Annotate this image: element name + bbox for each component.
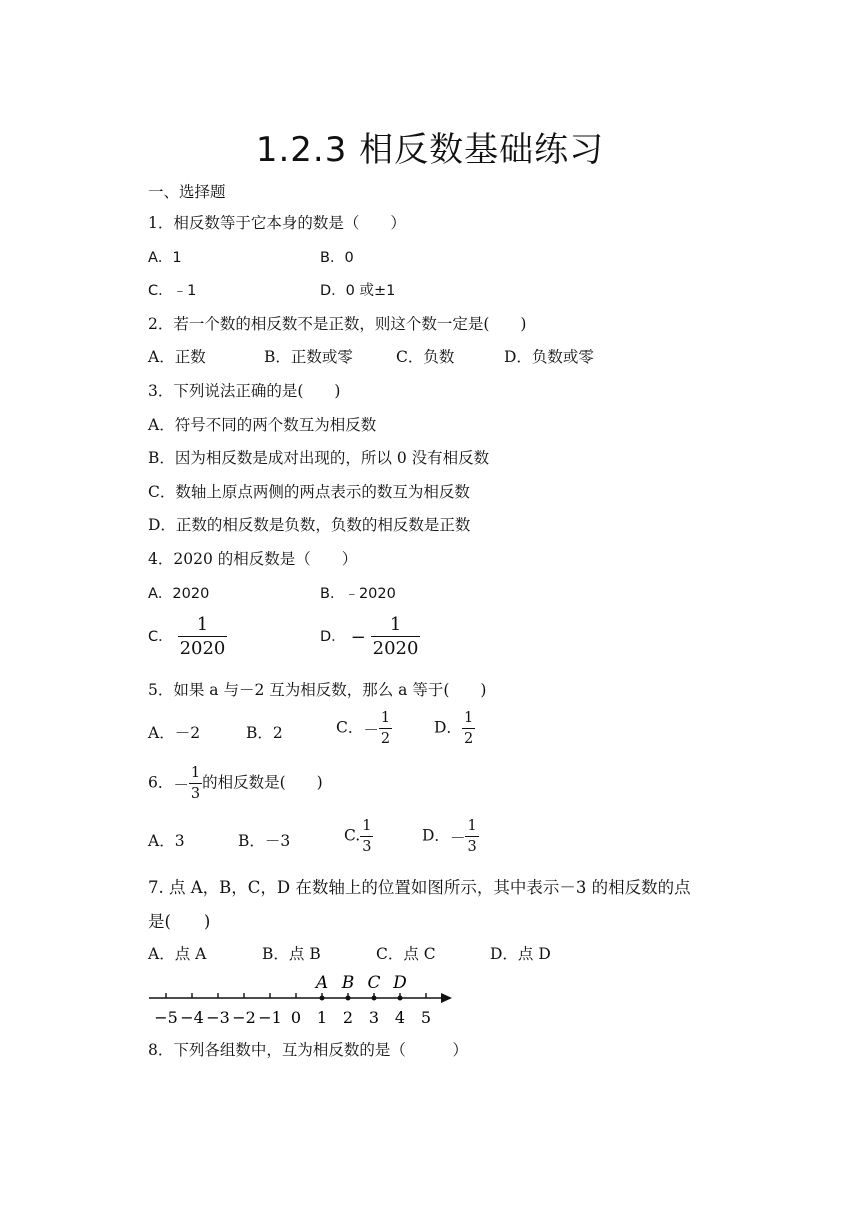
minus-sign: －	[173, 775, 189, 794]
number-line-arrow-icon	[441, 993, 452, 1003]
fraction-denominator: 3	[189, 783, 202, 802]
number-line-tick-label: −4	[180, 1008, 204, 1027]
q6-option-a: A．3	[148, 832, 185, 850]
number-line-point-label: C	[367, 973, 381, 993]
q4-option-d	[320, 616, 420, 658]
number-line-tick-label: 1	[316, 1008, 328, 1027]
q6-option-c-fraction	[360, 819, 373, 854]
q7-stem-line2: 是( )	[148, 912, 211, 931]
q7-option-d: D．点 D	[490, 945, 551, 963]
q2-option-a: A．正数	[148, 348, 206, 366]
fraction-numerator: 1	[389, 614, 402, 635]
q6-fraction	[189, 766, 202, 801]
fraction-denominator: 3	[360, 836, 373, 855]
fraction-denominator: 3	[465, 836, 478, 855]
q2-option-d: D．负数或零	[504, 348, 594, 366]
q3-stem: 3．下列说法正确的是( )	[148, 382, 341, 400]
q3-option-b: B．因为相反数是成对出现的，所以 0 没有相反数	[148, 449, 490, 467]
number-line-tick-label: −3	[206, 1008, 230, 1027]
fraction-numerator: 1	[190, 765, 201, 781]
fraction-numerator: 1	[463, 710, 474, 726]
number-line-point	[320, 996, 325, 1001]
q6-stem	[148, 766, 323, 801]
q6-option-d-fraction	[465, 819, 478, 854]
q1-option-b: B．0	[320, 250, 354, 266]
number-line-tick-label: 5	[420, 1008, 432, 1027]
number-line-point-label: D	[393, 973, 407, 993]
q5-option-c	[336, 711, 392, 746]
number-line-tick-label: −2	[232, 1008, 256, 1027]
number-line-point	[372, 996, 377, 1001]
q6-option-c-label: C.	[344, 826, 361, 845]
number-line-tick-label: −1	[258, 1008, 282, 1027]
q3-option-c: C．数轴上原点两侧的两点表示的数互为相反数	[148, 483, 470, 501]
q4-option-c-label: C．	[148, 629, 173, 645]
number-line-point	[346, 996, 351, 1001]
q3-option-d: D．正数的相反数是负数，负数的相反数是正数	[148, 516, 471, 534]
number-line-figure	[140, 966, 460, 1028]
q5-option-c-fraction	[379, 711, 392, 746]
page-title: 1.2.3 相反数基础练习	[255, 130, 605, 170]
q5-option-c-label: C．	[336, 718, 364, 737]
fraction-denominator: 2	[462, 728, 475, 747]
fraction-denominator: 2020	[372, 638, 419, 659]
q7-stem-line1: 7. 点 A，B，C，D 在数轴上的位置如图所示，其中表示－3 的相反数的点	[148, 878, 691, 897]
minus-sign: －	[363, 720, 379, 739]
q6-option-b: B．－3	[238, 832, 291, 850]
minus-sign: －	[449, 828, 466, 847]
q7-option-c: C．点 C	[376, 945, 436, 963]
q5-option-d-fraction	[462, 711, 475, 746]
number-line-tick-label: 2	[342, 1008, 354, 1027]
q1-option-c: C．﹣1	[148, 283, 197, 299]
q5-option-d-label: D．	[434, 718, 462, 737]
fraction-denominator: 2020	[179, 638, 226, 659]
q6-prefix: 6．	[148, 773, 174, 792]
number-line-point	[398, 996, 403, 1001]
q6-option-d	[422, 819, 479, 854]
q6-option-d-label: D．	[422, 826, 450, 845]
q2-stem: 2．若一个数的相反数不是正数，则这个数一定是( )	[148, 315, 527, 333]
q3-option-a: A．符号不同的两个数互为相反数	[148, 416, 377, 434]
fraction-numerator: 1	[196, 614, 209, 635]
q7-option-b: B．点 B	[262, 945, 321, 963]
q7-option-a: A．点 A	[148, 945, 207, 963]
fraction-numerator: 1	[362, 818, 372, 834]
q6-option-c	[344, 819, 373, 854]
q1-stem: 1．相反数等于它本身的数是（ ）	[148, 214, 406, 232]
minus-sign: −	[350, 626, 366, 648]
q5-stem: 5．如果 a 与－2 互为相反数，那么 a 等于( )	[148, 681, 487, 699]
q4-stem: 4．2020 的相反数是（ ）	[148, 550, 358, 568]
q5-option-a: A．－2	[148, 724, 201, 742]
q4-option-d-label: D．	[320, 629, 346, 645]
fraction-numerator: 1	[467, 818, 477, 834]
number-line-point-label: A	[315, 973, 329, 993]
q2-option-c: C．负数	[396, 348, 455, 366]
q4-option-c-fraction	[178, 616, 228, 658]
q6-suffix: 的相反数是( )	[202, 773, 323, 792]
q1-option-a: A．1	[148, 250, 182, 266]
number-line-tick-label: 3	[368, 1008, 380, 1027]
q8-stem: 8．下列各组数中，互为相反数的是（ ）	[148, 1041, 468, 1059]
q4-option-c	[148, 616, 227, 658]
q5-option-b: B．2	[246, 724, 283, 742]
number-line-tick-label: 0	[290, 1008, 302, 1027]
q1-option-d: D．0 或±1	[320, 283, 396, 299]
section-heading: 一、选择题	[148, 183, 226, 201]
q4-option-b: B．﹣2020	[320, 586, 396, 602]
q2-option-b: B．正数或零	[264, 348, 353, 366]
q4-option-d-fraction	[371, 616, 421, 658]
number-line-tick-label: 4	[394, 1008, 406, 1027]
q4-option-a: A．2020	[148, 586, 210, 602]
number-line-point-label: B	[341, 973, 355, 993]
fraction-numerator: 1	[380, 710, 391, 726]
number-line-tick-label: −5	[154, 1008, 178, 1027]
fraction-denominator: 2	[379, 728, 392, 747]
q5-option-d	[434, 711, 475, 746]
